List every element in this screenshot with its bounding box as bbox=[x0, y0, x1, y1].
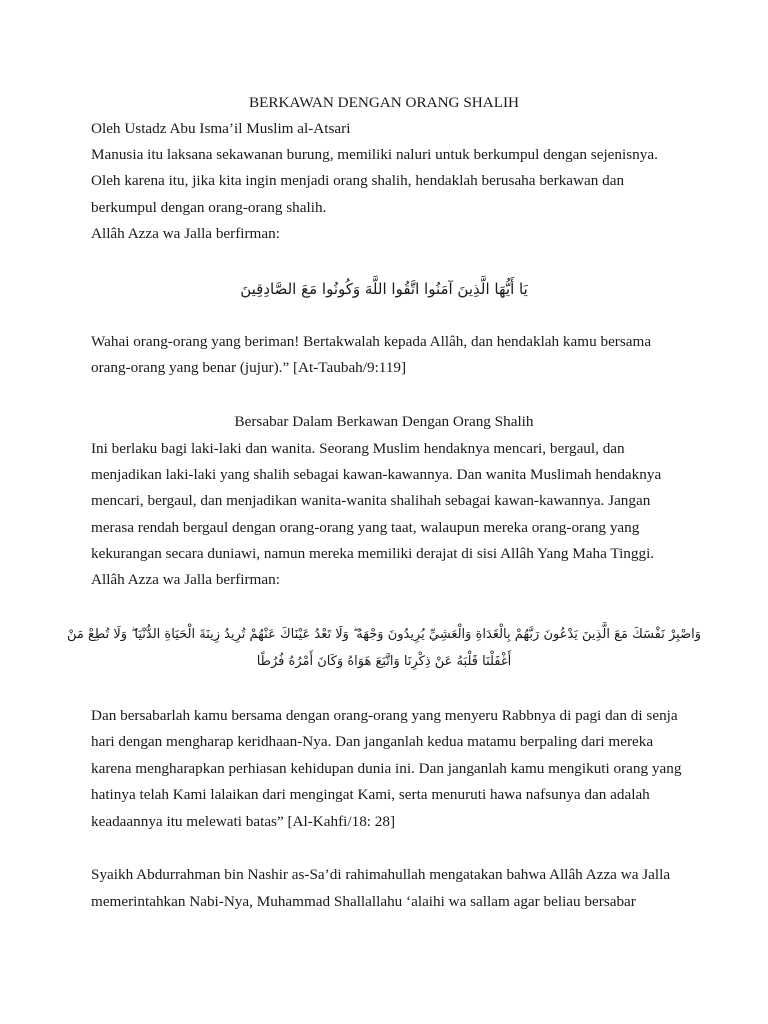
intro-line-2: Oleh karena itu, jika kita ingin menjadi orang shalih, hendaklah berusaha berkawan dan bbox=[91, 172, 625, 189]
verse-2-translation-line-4: hatinya telah Kami lalaikan dari mengingat Kami, serta menuruti hawa nafsunya dan adalah bbox=[91, 786, 650, 803]
intro-line-1: Manusia itu laksana sekawanan burung, memiliki naluri untuk berkumpul dengan sejenisnya. bbox=[91, 146, 658, 163]
section-body-line-2: menjadikan laki-laki yang shalih sebagai kawan-kawannya. Dan wanita Muslimah hendaknya bbox=[91, 466, 662, 483]
verse-1-arabic: يَا أَيُّهَا الَّذِينَ آمَنُوا اتَّقُوا اللَّهَ وَكُونُوا مَعَ الصَّادِقِينَ bbox=[240, 280, 528, 298]
verse-2-arabic-line-2: أَغْفَلْنَا قَلْبَهُ عَنْ ذِكْرِنَا وَاتَّبَعَ هَوَاهُ وَكَانَ أَمْرُهُ فُرُطًا bbox=[256, 654, 512, 669]
section-body-line-1: Ini berlaku bagi laki-laki dan wanita. Seorang Muslim hendaknya mencari, bergaul, dan bbox=[91, 440, 625, 457]
closing-line-1: Syaikh Abdurrahman bin Nashir as-Sa’di rahimahullah mengatakan bahwa Allâh Azza wa Jalla bbox=[91, 866, 671, 883]
section-heading: Bersabar Dalam Berkawan Dengan Orang Shalih bbox=[234, 413, 534, 430]
document-title: BERKAWAN DENGAN ORANG SHALIH bbox=[248, 94, 520, 111]
section-body-line-3: mencari, bergaul, dan menjadikan wanita-wanita shalihah sebagai kawan-kawannya. Jangan bbox=[91, 492, 651, 509]
author-line: Oleh Ustadz Abu Isma’il Muslim al-Atsari bbox=[91, 120, 351, 137]
verse-2-arabic-line-1: وَاصْبِرْ نَفْسَكَ مَعَ الَّذِينَ يَدْعُونَ رَبَّهُمْ بِالْغَدَاةِ وَالْعَشِيِّ يُرِيدُونَ وَجْهَهُ ۖ وَلَا تَعْدُ عَيْنَاكَ عَنْهُمْ تُرِيدُ زِينَةَ الْحَيَاةِ الدُّنْيَا ۖ وَلَا تُطِعْ مَنْ bbox=[67, 627, 701, 642]
verse-1-translation-line-2: orang-orang yang benar (jujur).” [At-Taubah/9:119] bbox=[91, 359, 407, 376]
section-body-line-6: Allâh Azza wa Jalla berfirman: bbox=[91, 571, 280, 588]
verse-2-translation-line-1: Dan bersabarlah kamu bersama dengan orang-orang yang menyeru Rabbnya di pagi dan di senja bbox=[91, 707, 678, 724]
verse-2-translation-line-2: hari dengan mengharap keridhaan-Nya. Dan janganlah kedua matamu berpaling dari mereka bbox=[91, 733, 654, 750]
verse-1-translation-line-1: Wahai orang-orang yang beriman! Bertakwalah kepada Allâh, dan hendaklah kamu bersama bbox=[91, 333, 652, 350]
verse-2-translation-line-5: keadaannya itu melewati batas” [Al-Kahfi/18: 28] bbox=[91, 813, 396, 830]
verse-2-translation-line-3: karena mengharapkan perhiasan kehidupan dunia ini. Dan janganlah kamu mengikuti orang yang bbox=[91, 760, 682, 777]
intro-line-4: Allâh Azza wa Jalla berfirman: bbox=[91, 225, 280, 242]
section-body-line-4: merasa rendah bergaul dengan orang-orang yang taat, walaupun mereka orang-orang yang bbox=[91, 519, 640, 536]
closing-line-2: memerintahkan Nabi-Nya, Muhammad Shallallahu ‘alaihi wa sallam agar beliau bersabar bbox=[91, 893, 636, 910]
section-body-line-5: kekurangan secara duniawi, namun mereka memiliki derajat di sisi Allâh Yang Maha Tinggi. bbox=[91, 545, 655, 562]
intro-line-3: berkumpul dengan orang-orang shalih. bbox=[91, 199, 327, 216]
